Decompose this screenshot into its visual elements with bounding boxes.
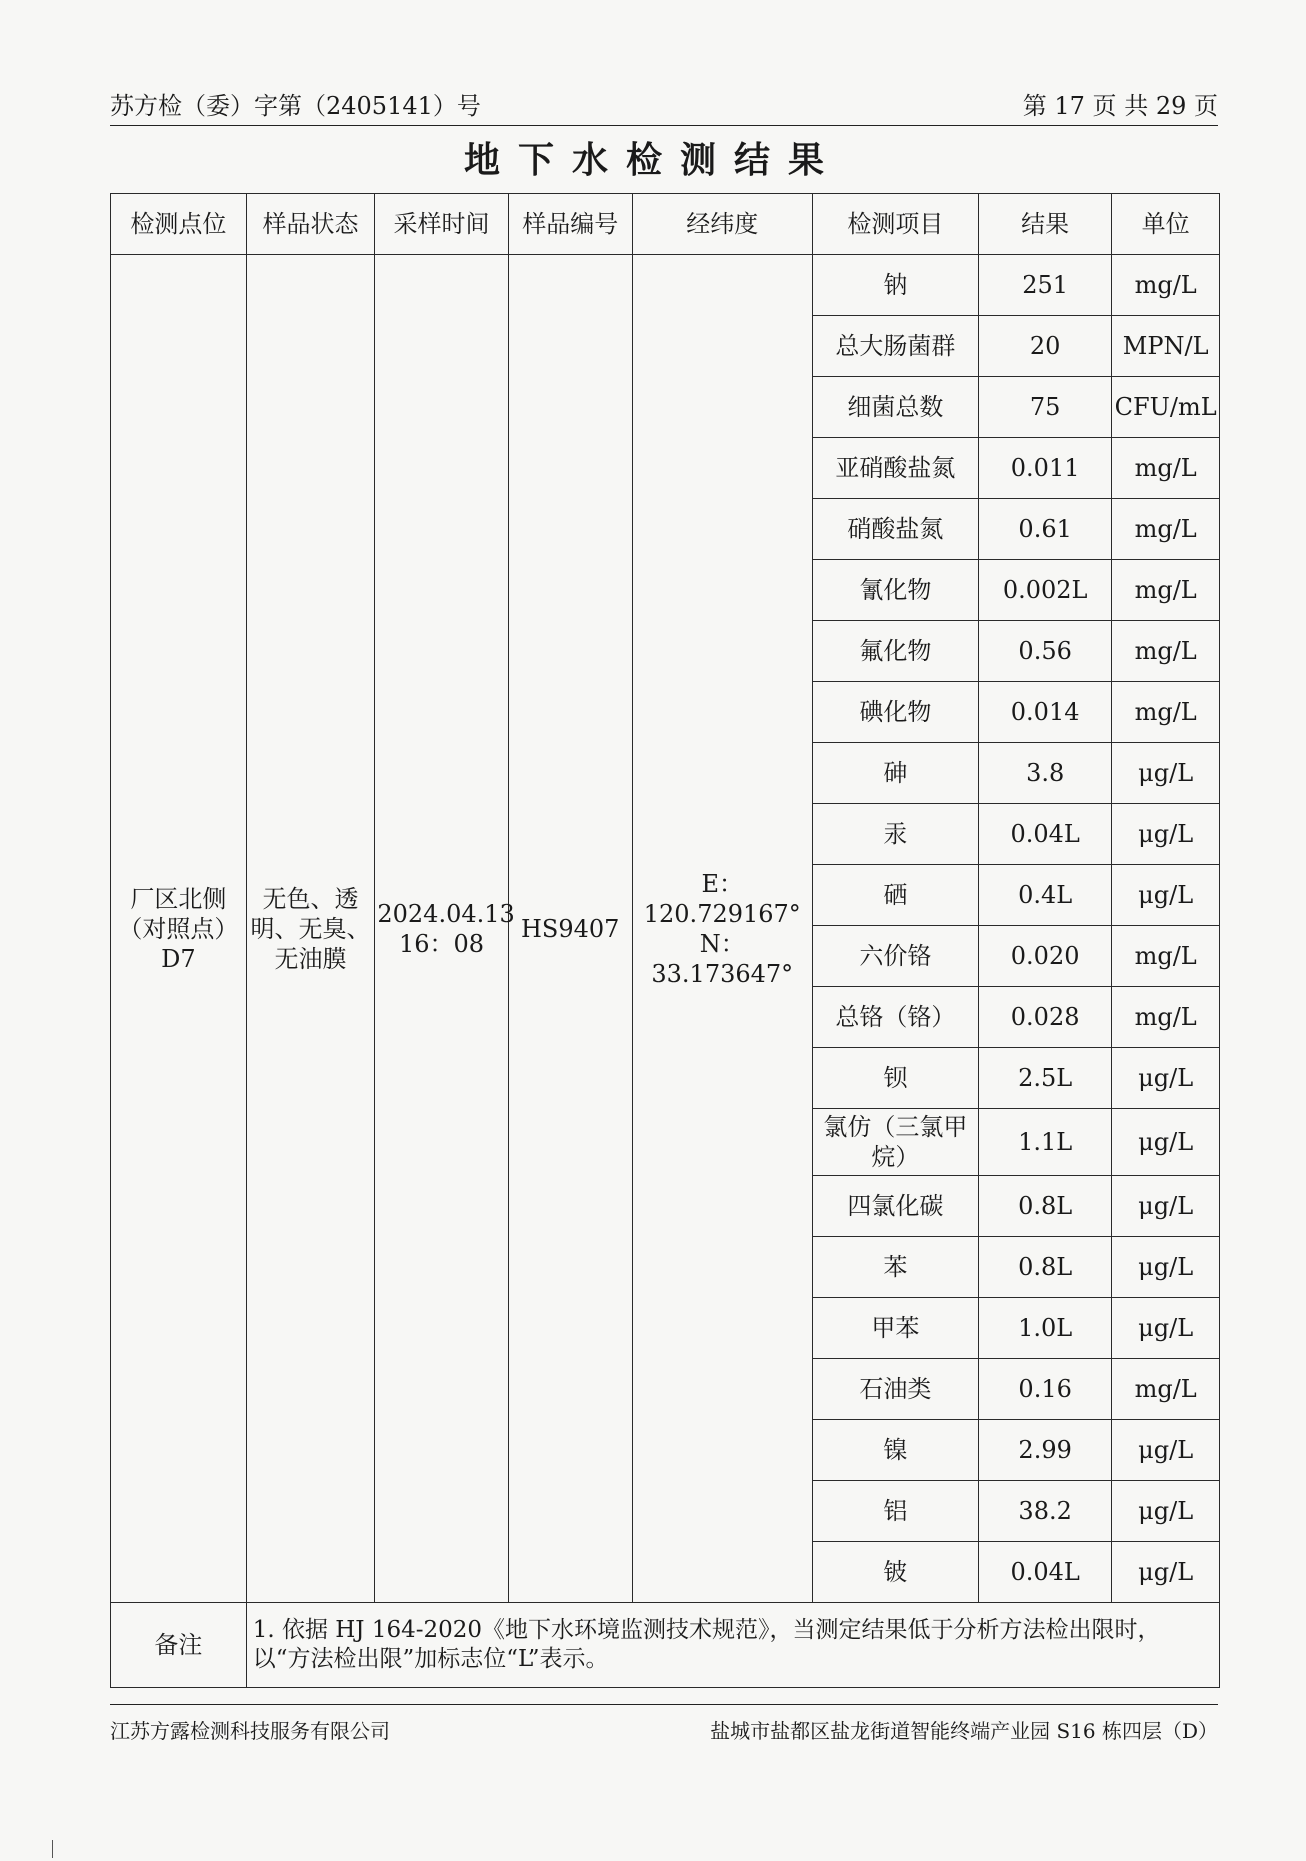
result-cell: 75 bbox=[978, 377, 1111, 438]
page-footer bbox=[110, 1704, 1218, 1744]
result-cell: 0.04L bbox=[978, 1542, 1111, 1603]
unit-cell: μg/L bbox=[1112, 1048, 1220, 1109]
company-address: 盐城市盐都区盐龙街道智能终端产业园 S16 栋四层（D） bbox=[710, 1719, 1218, 1743]
results-table bbox=[110, 193, 1220, 1688]
item-cell: 铝 bbox=[812, 1481, 978, 1542]
item-cell: 汞 bbox=[812, 804, 978, 865]
item-cell: 甲苯 bbox=[812, 1298, 978, 1359]
result-cell: 38.2 bbox=[978, 1481, 1111, 1542]
page-info: 第 17 页 共 29 页 bbox=[1022, 92, 1218, 120]
unit-cell: mg/L bbox=[1112, 560, 1220, 621]
table-header-row bbox=[111, 194, 1220, 255]
sample-coordinates: E：120.729167° N：33.173647° bbox=[632, 255, 812, 1603]
result-cell: 0.56 bbox=[978, 621, 1111, 682]
unit-cell: mg/L bbox=[1112, 255, 1220, 316]
col-header-time: 采样时间 bbox=[375, 194, 508, 255]
item-cell: 钡 bbox=[812, 1048, 978, 1109]
item-cell: 氰化物 bbox=[812, 560, 978, 621]
unit-cell: μg/L bbox=[1112, 1176, 1220, 1237]
unit-cell: mg/L bbox=[1112, 926, 1220, 987]
col-header-unit: 单位 bbox=[1112, 194, 1220, 255]
item-cell: 硝酸盐氮 bbox=[812, 499, 978, 560]
result-cell: 0.8L bbox=[978, 1237, 1111, 1298]
unit-cell: μg/L bbox=[1112, 1237, 1220, 1298]
sample-location: 厂区北侧 （对照点） D7 bbox=[111, 255, 247, 1603]
page-title: 地下水检测结果 bbox=[463, 140, 842, 181]
unit-cell: μg/L bbox=[1112, 865, 1220, 926]
result-cell: 0.011 bbox=[978, 438, 1111, 499]
company-name: 江苏方露检测科技服务有限公司 bbox=[110, 1719, 390, 1743]
item-cell: 石油类 bbox=[812, 1359, 978, 1420]
item-cell: 镍 bbox=[812, 1420, 978, 1481]
result-cell: 0.4L bbox=[978, 865, 1111, 926]
unit-cell: μg/L bbox=[1112, 1298, 1220, 1359]
item-cell: 砷 bbox=[812, 743, 978, 804]
unit-cell: CFU/mL bbox=[1112, 377, 1220, 438]
scan-mark bbox=[52, 1840, 53, 1858]
item-cell: 铍 bbox=[812, 1542, 978, 1603]
unit-cell: mg/L bbox=[1112, 438, 1220, 499]
item-cell: 碘化物 bbox=[812, 682, 978, 743]
item-cell: 细菌总数 bbox=[812, 377, 978, 438]
result-cell: 0.16 bbox=[978, 1359, 1111, 1420]
col-header-coords: 经纬度 bbox=[632, 194, 812, 255]
unit-cell: MPN/L bbox=[1112, 316, 1220, 377]
item-cell: 六价铬 bbox=[812, 926, 978, 987]
col-header-result: 结果 bbox=[978, 194, 1111, 255]
unit-cell: μg/L bbox=[1112, 743, 1220, 804]
result-cell: 2.5L bbox=[978, 1048, 1111, 1109]
page-header bbox=[110, 86, 1218, 126]
result-cell: 0.04L bbox=[978, 804, 1111, 865]
item-cell: 总大肠菌群 bbox=[812, 316, 978, 377]
item-cell: 四氯化碳 bbox=[812, 1176, 978, 1237]
unit-cell: mg/L bbox=[1112, 499, 1220, 560]
result-cell: 0.014 bbox=[978, 682, 1111, 743]
item-cell: 总铬（铬） bbox=[812, 987, 978, 1048]
unit-cell: μg/L bbox=[1112, 1420, 1220, 1481]
note-row bbox=[111, 1603, 1220, 1688]
item-cell: 亚硝酸盐氮 bbox=[812, 438, 978, 499]
result-cell: 0.61 bbox=[978, 499, 1111, 560]
sample-state: 无色、透 明、无臭、 无油膜 bbox=[246, 255, 375, 1603]
col-header-state: 样品状态 bbox=[246, 194, 375, 255]
item-cell: 氟化物 bbox=[812, 621, 978, 682]
item-cell: 硒 bbox=[812, 865, 978, 926]
unit-cell: μg/L bbox=[1112, 1542, 1220, 1603]
result-cell: 20 bbox=[978, 316, 1111, 377]
result-cell: 0.020 bbox=[978, 926, 1111, 987]
sample-id: HS9407 bbox=[508, 255, 632, 1603]
item-cell: 氯仿（三氯甲烷） bbox=[812, 1109, 978, 1176]
result-cell: 1.0L bbox=[978, 1298, 1111, 1359]
unit-cell: μg/L bbox=[1112, 1481, 1220, 1542]
unit-cell: mg/L bbox=[1112, 1359, 1220, 1420]
note-label: 备注 bbox=[111, 1603, 247, 1688]
table-row bbox=[111, 255, 1220, 316]
result-cell: 0.8L bbox=[978, 1176, 1111, 1237]
report-number: 苏方检（委）字第（2405141）号 bbox=[110, 92, 481, 120]
unit-cell: μg/L bbox=[1112, 1109, 1220, 1176]
sample-time: 2024.04.13 16：08 bbox=[375, 255, 508, 1603]
unit-cell: mg/L bbox=[1112, 987, 1220, 1048]
result-cell: 3.8 bbox=[978, 743, 1111, 804]
item-cell: 苯 bbox=[812, 1237, 978, 1298]
unit-cell: μg/L bbox=[1112, 804, 1220, 865]
result-cell: 251 bbox=[978, 255, 1111, 316]
col-header-item: 检测项目 bbox=[812, 194, 978, 255]
unit-cell: mg/L bbox=[1112, 682, 1220, 743]
result-cell: 0.028 bbox=[978, 987, 1111, 1048]
result-cell: 0.002L bbox=[978, 560, 1111, 621]
result-cell: 1.1L bbox=[978, 1109, 1111, 1176]
item-cell: 钠 bbox=[812, 255, 978, 316]
col-header-location: 检测点位 bbox=[111, 194, 247, 255]
col-header-sample-id: 样品编号 bbox=[508, 194, 632, 255]
unit-cell: mg/L bbox=[1112, 621, 1220, 682]
note-text: 1. 依据 HJ 164-2020《地下水环境监测技术规范》，当测定结果低于分析方法检出限时，以“方法检出限”加标志位“L”表示。 bbox=[246, 1603, 1219, 1688]
result-cell: 2.99 bbox=[978, 1420, 1111, 1481]
